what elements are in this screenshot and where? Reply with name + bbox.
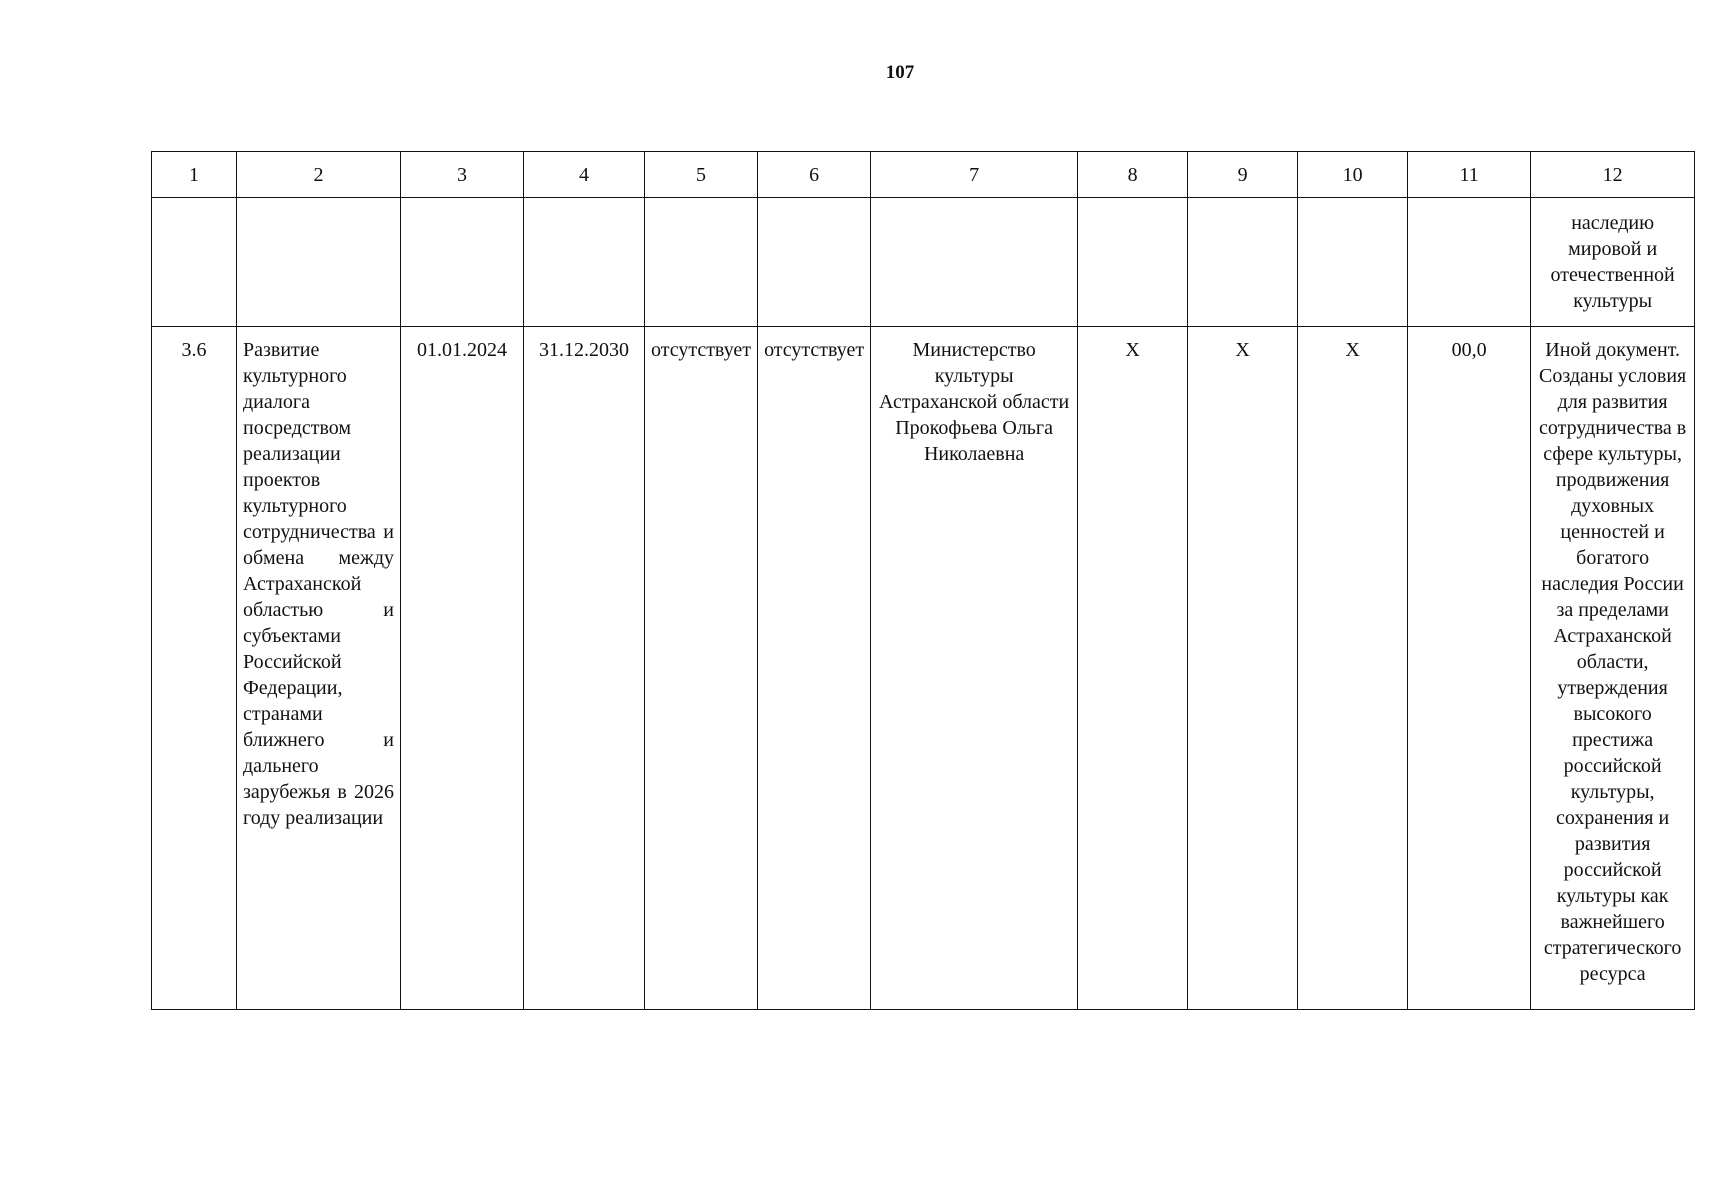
column-header: 7 — [871, 152, 1078, 198]
event-name-cell: Развитие культурного диалога посредством реализации проектов культурного сотрудничества и обмена между Астраханской областью и субъектами Российской Федерации, странами ближнего и дальнего зарубежья в 2026 году реализации — [237, 327, 401, 1010]
table-cell — [1188, 198, 1298, 327]
column-header: 11 — [1408, 152, 1531, 198]
column-6-cell: отсутствует — [758, 327, 871, 1010]
column-header: 9 — [1188, 152, 1298, 198]
table-header-row — [152, 152, 1695, 198]
table-cell — [1078, 198, 1188, 327]
table-cell — [237, 198, 401, 327]
column-5-cell: отсутствует — [645, 327, 758, 1010]
table-cell — [758, 198, 871, 327]
funding-cell: 00,0 — [1408, 327, 1531, 1010]
column-header: 3 — [401, 152, 524, 198]
page-number: 107 — [885, 62, 915, 83]
table-cell — [524, 198, 645, 327]
column-header: 1 — [152, 152, 237, 198]
program-table — [151, 151, 1695, 1010]
table-cell — [871, 198, 1078, 327]
item-number-cell: 3.6 — [152, 327, 237, 1010]
column-9-cell: Х — [1188, 327, 1298, 1010]
table-cell — [401, 198, 524, 327]
continuation-row — [152, 198, 1695, 327]
table-cell — [1408, 198, 1531, 327]
table-cell — [152, 198, 237, 327]
column-header: 12 — [1531, 152, 1695, 198]
start-date-cell: 01.01.2024 — [401, 327, 524, 1010]
table-row — [152, 327, 1695, 1010]
column-header: 10 — [1298, 152, 1408, 198]
column-header: 2 — [237, 152, 401, 198]
table-cell — [645, 198, 758, 327]
column-header: 8 — [1078, 152, 1188, 198]
result-continuation-cell: наследию мировой и отечественной культуры — [1531, 198, 1695, 327]
end-date-cell: 31.12.2030 — [524, 327, 645, 1010]
column-header: 5 — [645, 152, 758, 198]
column-8-cell: Х — [1078, 327, 1188, 1010]
column-header: 6 — [758, 152, 871, 198]
column-header: 4 — [524, 152, 645, 198]
responsible-cell: Министерство культуры Астраханской области Прокофьева Ольга Николаевна — [871, 327, 1078, 1010]
result-cell: Иной документ. Созданы условия для развития сотрудничества в сфере культуры, продвижения духовных ценностей и богатого наследия России за пределами Астраханской области, утверждения высокого престижа российской культуры, сохранения и развития российской культуры как важнейшего стратегического ресурса — [1531, 327, 1695, 1010]
table-cell — [1298, 198, 1408, 327]
column-10-cell: Х — [1298, 327, 1408, 1010]
